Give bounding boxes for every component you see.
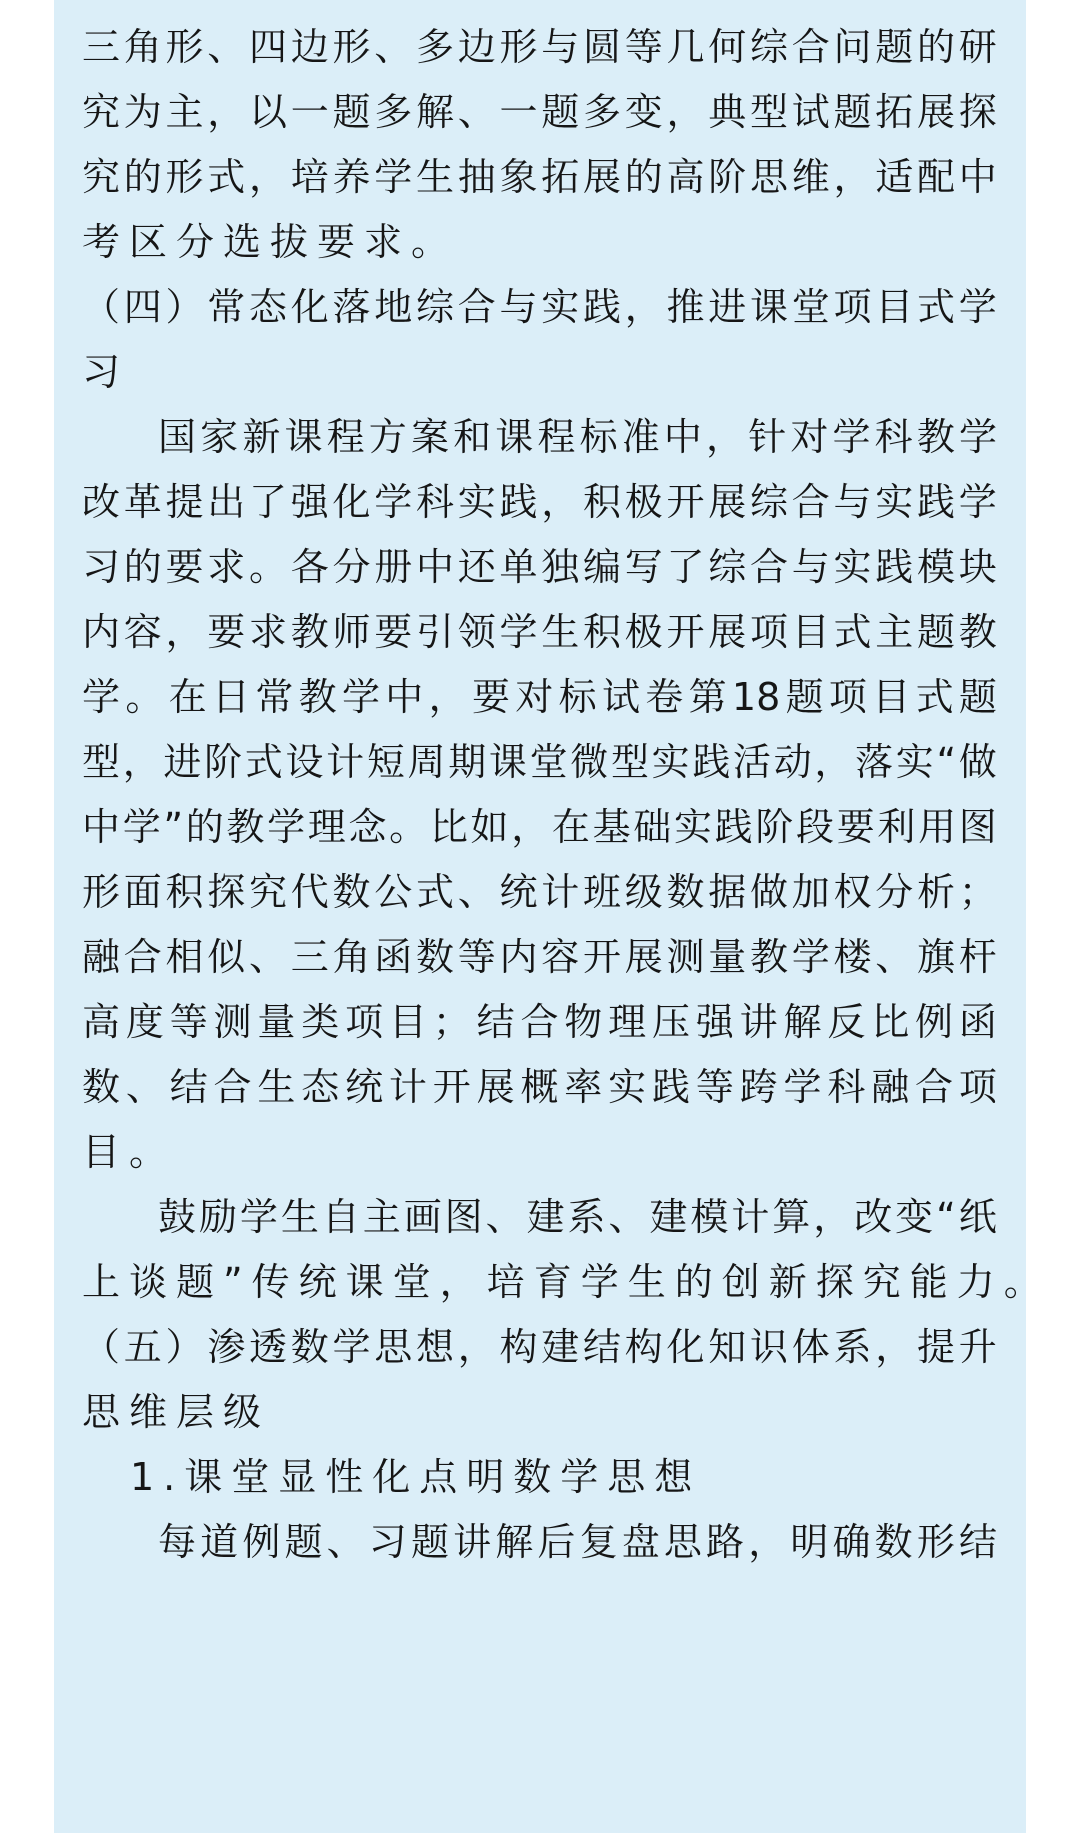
p-practice-line: 高 度 等 测 量 类 项 目 ； 结 合 物 理 压 强 讲 解 反 比 例 函 (82, 1000, 997, 1044)
p-practice-line: 型 ， 进 阶 式 设 计 短 周 期 课 堂 微 型 实 践 活 动 ， 落 实 “ 做 (82, 740, 997, 784)
p-review-line: 每 道 例 题 、 习 题 讲 解 后 复 盘 思 路 ， 明 确 数 形 结 (158, 1520, 997, 1564)
p-practice-line: 融 合 相 似 、 三 角 函 数 等 内 容 开 展 测 量 教 学 楼 、 旗 杆 (82, 935, 997, 979)
p-practice-line: 中 学 ” 的 教 学 理 念 。 比 如 ， 在 基 础 实 践 阶 段 要 利 用 图 (82, 805, 997, 849)
p-encourage-line: 上谈题”传统课堂，培育学生的创新探究能力。 (82, 1260, 1051, 1304)
p-practice-line: 内 容 ， 要 求 教 师 要 引 领 学 生 积 极 开 展 项 目 式 主 题 教 (82, 610, 997, 654)
p-practice-line: 习 的 要 求 。 各 分 册 中 还 单 独 编 写 了 综 合 与 实 践 模 块 (82, 545, 997, 589)
p-practice-line: 形 面 积 探 究 代 数 公 式 、 统 计 班 级 数 据 做 加 权 分 析 ； (82, 870, 997, 914)
p-intro-end-line: 三 角 形 、 四 边 形 、 多 边 形 与 圆 等 几 何 综 合 问 题 的 研 (82, 25, 997, 69)
heading-4-line: （ 四 ） 常 态 化 落 地 综 合 与 实 践 ， 推 进 课 堂 项 目 式 学 (82, 285, 997, 329)
p-intro-end-line: 究 的 形 式 ， 培 养 学 生 抽 象 拓 展 的 高 阶 思 维 ， 适 配 中 (82, 155, 997, 199)
p-intro-end-line: 究 为 主 ， 以 一 题 多 解 、 一 题 多 变 ， 典 型 试 题 拓 展 探 (82, 90, 997, 134)
heading-5-line: 思维层级 (82, 1390, 271, 1434)
subheading-1-line: 1.课堂显性化点明数学思想 (130, 1455, 702, 1499)
p-practice-line: 学 。 在 日 常 教 学 中 ， 要 对 标 试 卷 第 18 题 项 目 式 题 (82, 675, 997, 719)
heading-4-line: 习 (82, 350, 130, 394)
p-practice-line: 国 家 新 课 程 方 案 和 课 程 标 准 中 ， 针 对 学 科 教 学 (158, 415, 997, 459)
p-practice-line: 改 革 提 出 了 强 化 学 科 实 践 ， 积 极 开 展 综 合 与 实 践 学 (82, 480, 997, 524)
p-encourage-line: 鼓 励 学 生 自 主 画 图 、 建 系 、 建 模 计 算 ， 改 变 “ 纸 (158, 1195, 997, 1239)
p-intro-end-line: 考区分选拔要求。 (82, 220, 459, 264)
p-practice-line: 数 、 结 合 生 态 统 计 开 展 概 率 实 践 等 跨 学 科 融 合 项 (82, 1065, 997, 1109)
heading-5-line: （ 五 ） 渗 透 数 学 思 想 ， 构 建 结 构 化 知 识 体 系 ， 提 升 (82, 1325, 997, 1369)
p-practice-line: 目。 (82, 1130, 177, 1174)
